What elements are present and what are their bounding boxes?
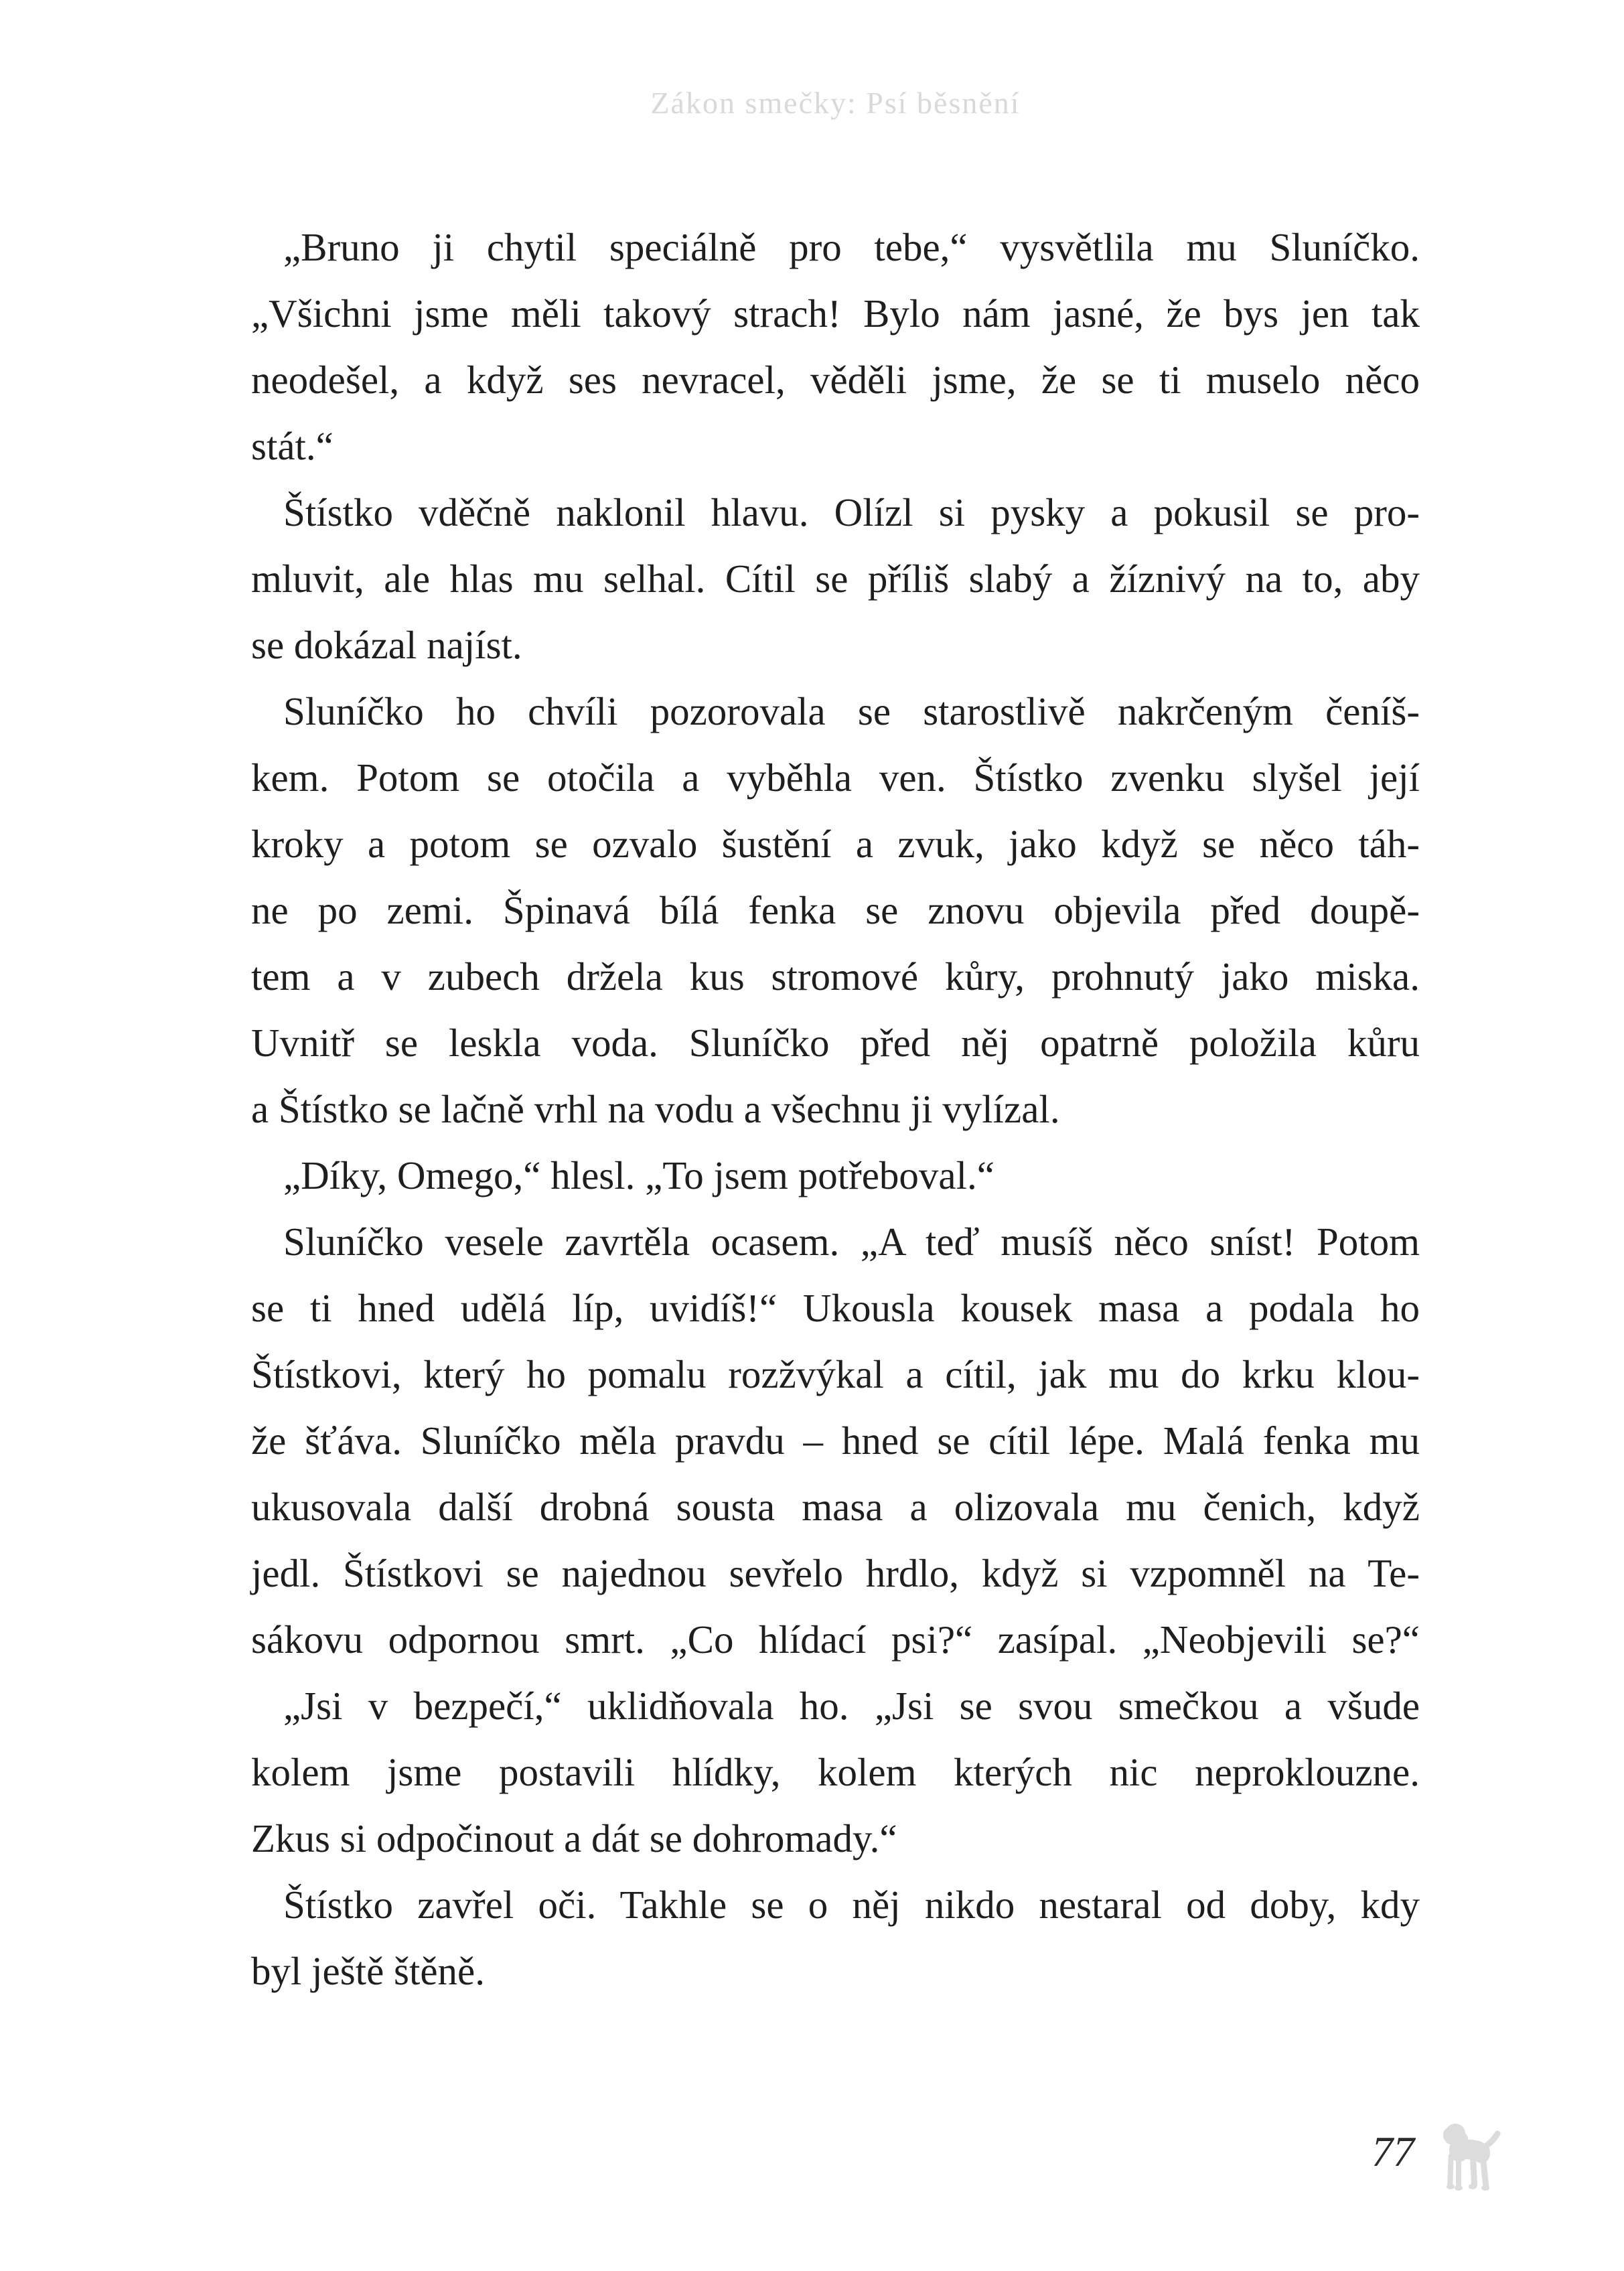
text-line: „Všichni jsme měli takový strach! Bylo nám jasné, že bys jen tak: [251, 291, 1420, 336]
text-line: neodešel, a když ses nevracel, věděli jsme, že se ti muselo něco: [251, 358, 1420, 402]
text-line: ne po zemi. Špinavá bílá fenka se znovu objevila před doupě-: [251, 888, 1420, 932]
text-line: „Díky, Omego,“ hlesl. „To jsem potřeboval.“: [283, 1153, 994, 1197]
text-line: „Jsi v bezpečí,“ uklidňovala ho. „Jsi se svou smečkou a všude: [283, 1684, 1420, 1728]
dog-silhouette-icon: [1443, 2123, 1504, 2194]
text-line: a Štístko se lačně vrhl na vodu a všechnu ji vylízal.: [251, 1087, 1060, 1131]
text-line: Štístko vděčně naklonil hlavu. Olízl si pysky a pokusil se pro-: [283, 490, 1420, 534]
text-line: sákovu odpornou smrt. „Co hlídací psi?“ zasípal. „Neobjevili se?“: [251, 1617, 1420, 1662]
text-line: kem. Potom se otočila a vyběhla ven. Štístko zvenku slyšel její: [251, 755, 1420, 800]
body-text: [251, 214, 1420, 2004]
text-line: že šťáva. Sluníčko měla pravdu – hned se cítil lépe. Malá fenka mu: [251, 1418, 1420, 1463]
text-line: Uvnitř se leskla voda. Sluníčko před něj opatrně položila kůru: [251, 1021, 1420, 1065]
text-line: jedl. Štístkovi se najednou sevřelo hrdlo, když si vzpomněl na Te-: [251, 1551, 1420, 1595]
text-line: stát.“: [251, 424, 334, 468]
text-line: se ti hned udělá líp, uvidíš!“ Ukousla kousek masa a podala ho: [251, 1286, 1420, 1330]
text-line: Štístko zavřel oči. Takhle se o něj nikdo nestaral od doby, kdy: [283, 1883, 1420, 1927]
page-number: 77: [1372, 2128, 1414, 2175]
text-line: tem a v zubech držela kus stromové kůry, prohnutý jako miska.: [251, 954, 1420, 999]
text-line: kroky a potom se ozvalo šustění a zvuk, jako když se něco táh-: [251, 822, 1420, 866]
text-line: kolem jsme postavili hlídky, kolem kterých nic neproklouzne.: [251, 1750, 1420, 1794]
running-header: Zákon smečky: Psí běsnění: [650, 86, 1021, 120]
text-line: Štístkovi, který ho pomalu rozžvýkal a cítil, jak mu do krku klou-: [251, 1352, 1420, 1396]
text-line: se dokázal najíst.: [251, 623, 522, 667]
text-line: Sluníčko ho chvíli pozorovala se starostlivě nakrčeným čeníš-: [283, 689, 1420, 733]
text-line: ukusovala další drobná sousta masa a olizovala mu čenich, když: [251, 1485, 1420, 1529]
text-line: „Bruno ji chytil speciálně pro tebe,“ vysvětlila mu Sluníčko.: [283, 225, 1420, 269]
text-line: mluvit, ale hlas mu selhal. Cítil se příliš slabý a žíznivý na to, aby: [251, 557, 1420, 601]
text-line: byl ještě štěně.: [251, 1949, 485, 1993]
text-line: Zkus si odpočinout a dát se dohromady.“: [251, 1816, 897, 1860]
text-line: Sluníčko vesele zavrtěla ocasem. „A teď musíš něco sníst! Potom: [283, 1220, 1420, 1264]
